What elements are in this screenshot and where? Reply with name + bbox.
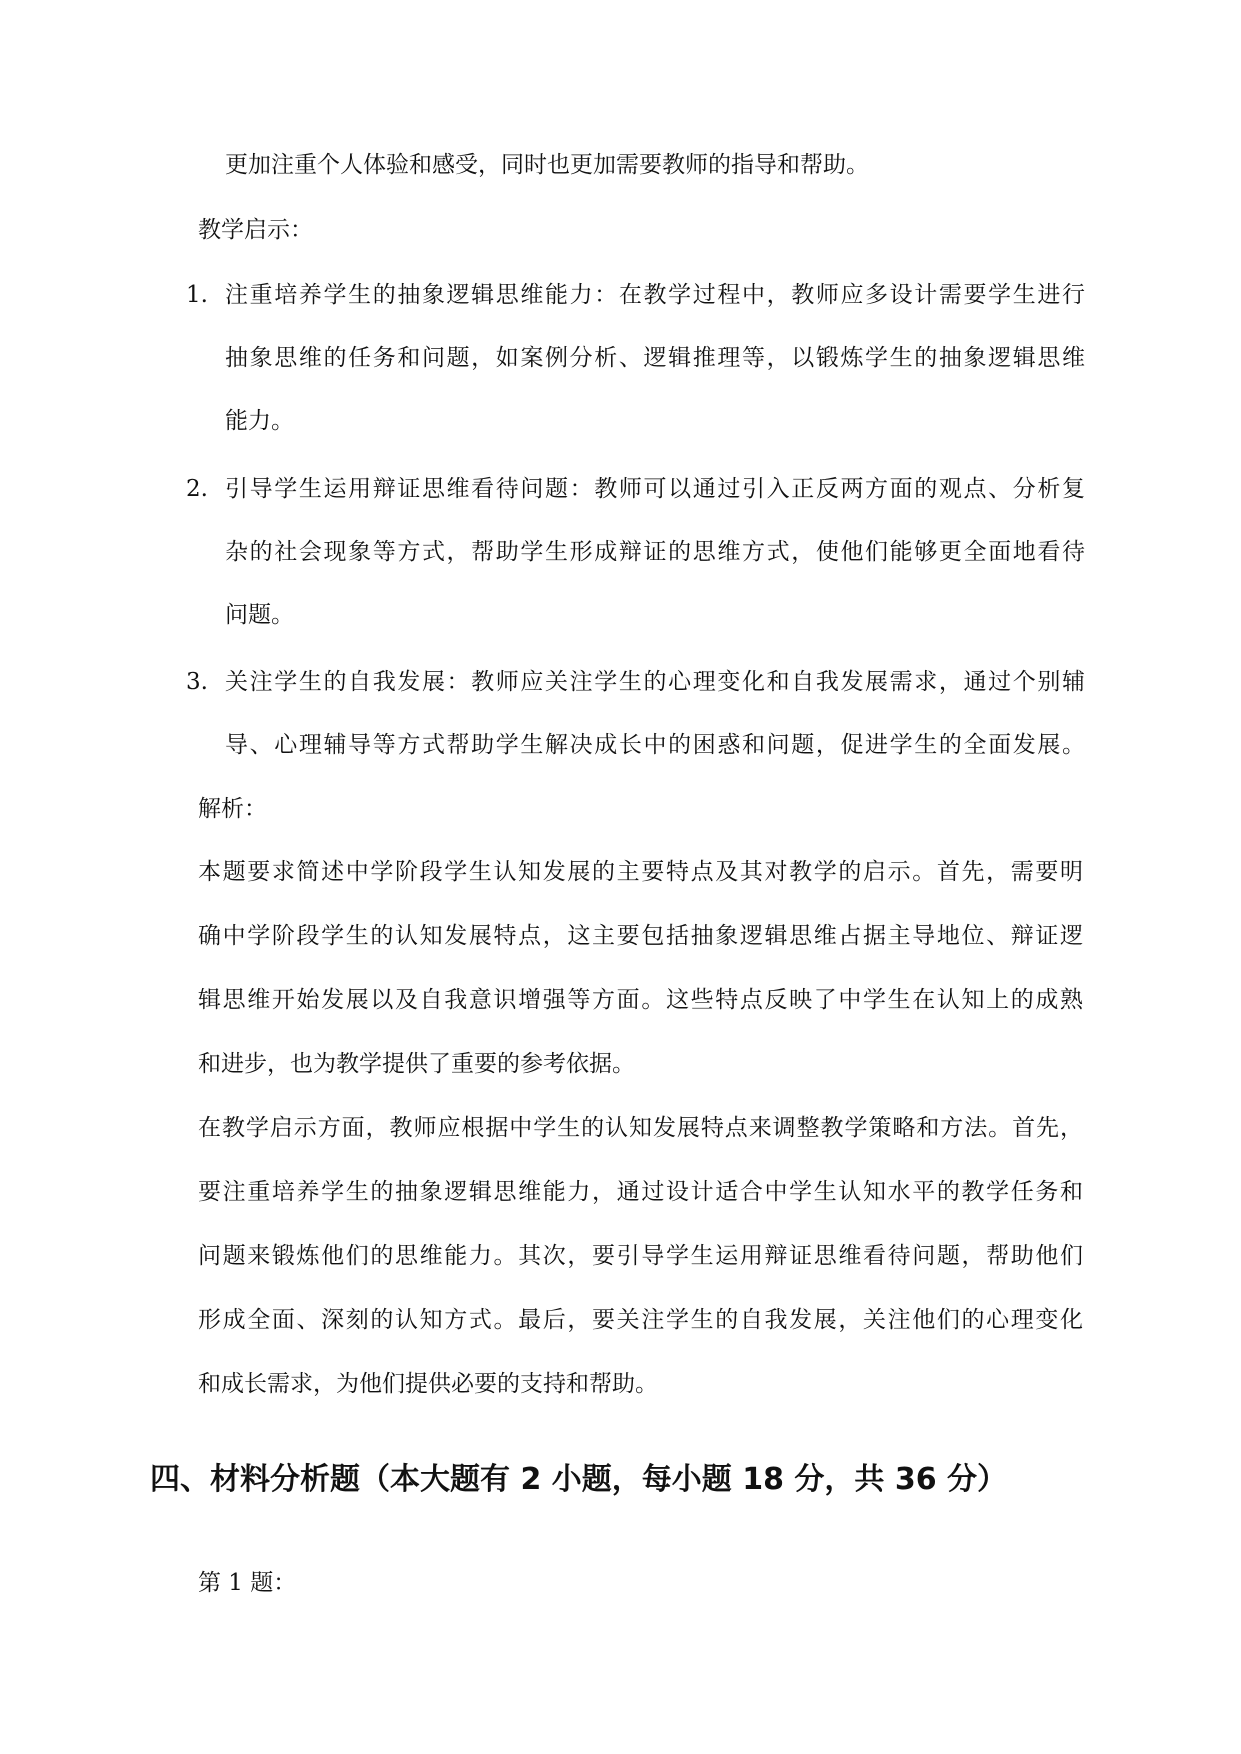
- list-item-line: 引导学生运用辩证思维看待问题：教师可以通过引入正反两方面的观点、分析复: [225, 476, 1085, 502]
- question-label: 第 1 题：: [198, 1570, 297, 1596]
- continuation-line: 更加注重个人体验和感受，同时也更加需要教师的指导和帮助。: [225, 152, 869, 178]
- list-item-line: 能力。: [225, 408, 294, 434]
- list-item-number: 1.: [186, 282, 208, 308]
- paragraph-line: 和进步，也为教学提供了重要的参考依据。: [198, 1051, 635, 1077]
- list-item-line: 杂的社会现象等方式，帮助学生形成辩证的思维方式，使他们能够更全面地看待: [225, 539, 1085, 565]
- analysis-label: 解析：: [198, 796, 267, 822]
- list-item-line: 抽象思维的任务和问题，如案例分析、逻辑推理等，以锻炼学生的抽象逻辑思维: [225, 345, 1085, 371]
- section-heading: 四、材料分析题（本大题有 2 小题，每小题 18 分，共 36 分）: [150, 1462, 1008, 1497]
- list-item-line: 问题。: [225, 602, 294, 628]
- paragraph-line: 在教学启示方面，教师应根据中学生的认知发展特点来调整教学策略和方法。首先，: [198, 1115, 1083, 1141]
- list-item-line: 导、心理辅导等方式帮助学生解决成长中的困惑和问题，促进学生的全面发展。: [225, 732, 1085, 758]
- paragraph-line: 确中学阶段学生的认知发展特点，这主要包括抽象逻辑思维占据主导地位、辩证逻: [198, 923, 1083, 949]
- paragraph-line: 和成长需求，为他们提供必要的支持和帮助。: [198, 1371, 658, 1397]
- list-item-line: 关注学生的自我发展：教师应关注学生的心理变化和自我发展需求，通过个别辅: [225, 669, 1085, 695]
- list-item-number: 3.: [186, 669, 208, 695]
- paragraph-line: 形成全面、深刻的认知方式。最后，要关注学生的自我发展，关注他们的心理变化: [198, 1307, 1083, 1333]
- paragraph-line: 本题要求简述中学阶段学生认知发展的主要特点及其对教学的启示。首先，需要明: [198, 859, 1083, 885]
- paragraph-line: 辑思维开始发展以及自我意识增强等方面。这些特点反映了中学生在认知上的成熟: [198, 987, 1083, 1013]
- paragraph-line: 要注重培养学生的抽象逻辑思维能力，通过设计适合中学生认知水平的教学任务和: [198, 1179, 1083, 1205]
- list-item-number: 2.: [186, 476, 208, 502]
- teaching-insights-label: 教学启示：: [198, 217, 313, 243]
- list-item-line: 注重培养学生的抽象逻辑思维能力：在教学过程中，教师应多设计需要学生进行: [225, 282, 1085, 308]
- paragraph-line: 问题来锻炼他们的思维能力。其次，要引导学生运用辩证思维看待问题，帮助他们: [198, 1243, 1083, 1269]
